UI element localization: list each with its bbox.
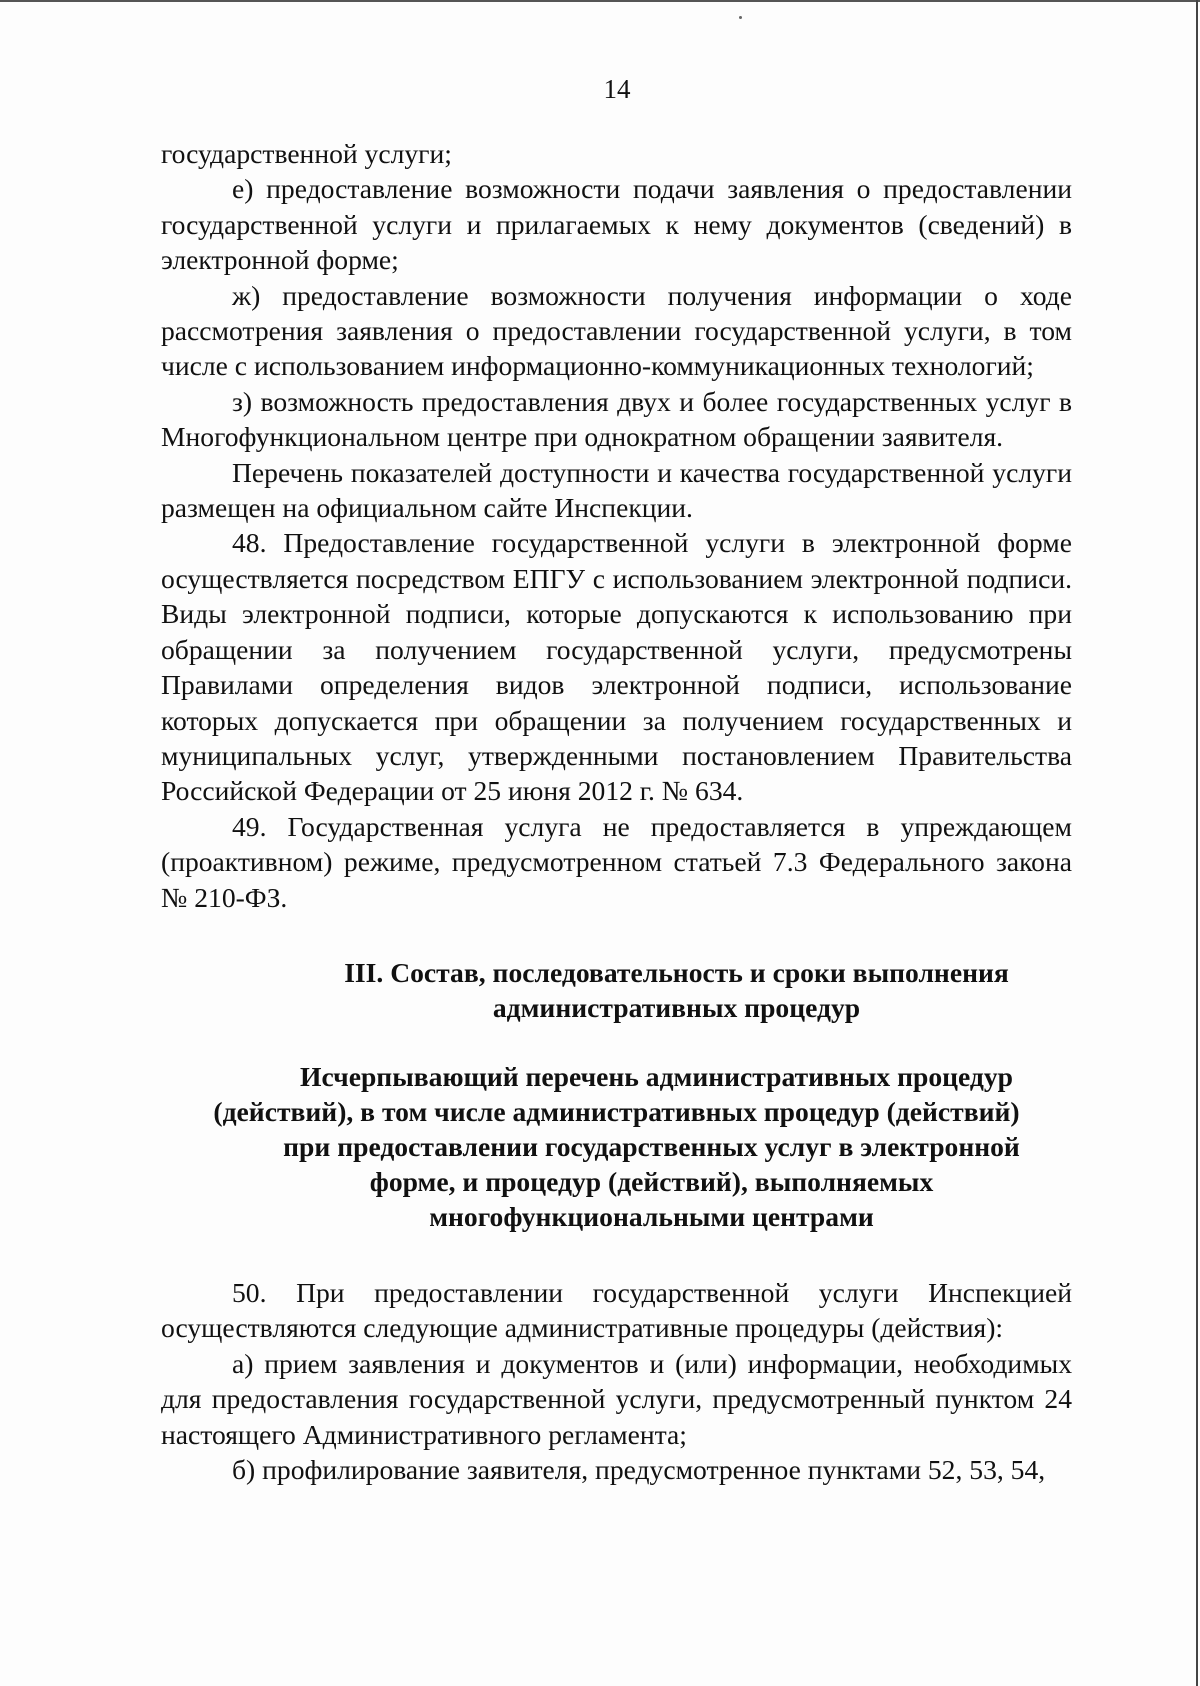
- scan-border-right: [1196, 0, 1198, 1686]
- paragraph-item-z: з) возможность предоставления двух и более государственных услуг в Многофункциональном центре при однократном обращении заявителя.: [161, 385, 1072, 453]
- scan-speck: [739, 16, 742, 19]
- section-heading-line: III. Состав, последовательность и сроки выполнения: [344, 956, 1009, 988]
- subsection-heading-line: многофункциональными центрами: [429, 1200, 874, 1232]
- paragraph-item-a: а) прием заявления и документов и (или) информации, необходимых для предоставления государственной услуги, предусмотренный пунктом 24 настоящего Административного регламента;: [161, 1347, 1072, 1450]
- paragraph-item-b: б) профилирование заявителя, предусмотренное пунктами 52, 53, 54,: [232, 1453, 1046, 1485]
- section-heading-line: административных процедур: [492, 991, 861, 1023]
- paragraph-item-e: е) предоставление возможности подачи заявления о предоставлении государственной услуги и прилагаемых к нему документов (сведений) в электронной форме;: [161, 173, 1072, 276]
- subsection-heading: [161, 1059, 1072, 1234]
- paragraph-49: 49. Государственная услуга не предоставляется в упреждающем (проактивном) режиме, предусмотренном статьей 7.3 Федерального закона № 210-ФЗ.: [161, 810, 1072, 913]
- section-heading: [161, 955, 1072, 1025]
- paragraph-continuation: государственной услуги;: [161, 138, 452, 169]
- subsection-heading-line: (действий), в том числе административных процедур (действий): [213, 1095, 1020, 1127]
- scan-border-top: [0, 0, 1200, 2]
- paragraph-48: 48. Предоставление государственной услуги в электронной форме осуществляется посредством ЕПГУ с использованием электронной подписи. Виды электронной подписи, которые допускаются к использованию при обращении за получением государственной услуги, предусмотрены Правилами определения видов электронной подписи, использование которых допускается при обращении за получением государственных и муниципальных услуг, утвержденными постановлением Правительства Российской Федерации от 25 июня 2012 г. № 634.: [161, 527, 1072, 807]
- page-number: 14: [603, 74, 631, 104]
- paragraph-50: 50. При предоставлении государственной услуги Инспекцией осуществляются следующие административные процедуры (действия):: [161, 1276, 1072, 1344]
- subsection-heading-line: при предоставлении государственных услуг в электронной: [283, 1130, 1020, 1162]
- paragraph-item-zh: ж) предоставление возможности получения информации о ходе рассмотрения заявления о предоставлении государственной услуги, в том числе с использованием информационно-коммуникационных технологий;: [161, 279, 1072, 382]
- paragraph-indicators: Перечень показателей доступности и качества государственной услуги размещен на официальном сайте Инспекции.: [161, 456, 1072, 524]
- subsection-heading-line: форме, и процедур (действий), выполняемых: [369, 1165, 934, 1197]
- document-body: [161, 136, 1072, 1487]
- subsection-heading-line: Исчерпывающий перечень административных процедур: [299, 1060, 1014, 1092]
